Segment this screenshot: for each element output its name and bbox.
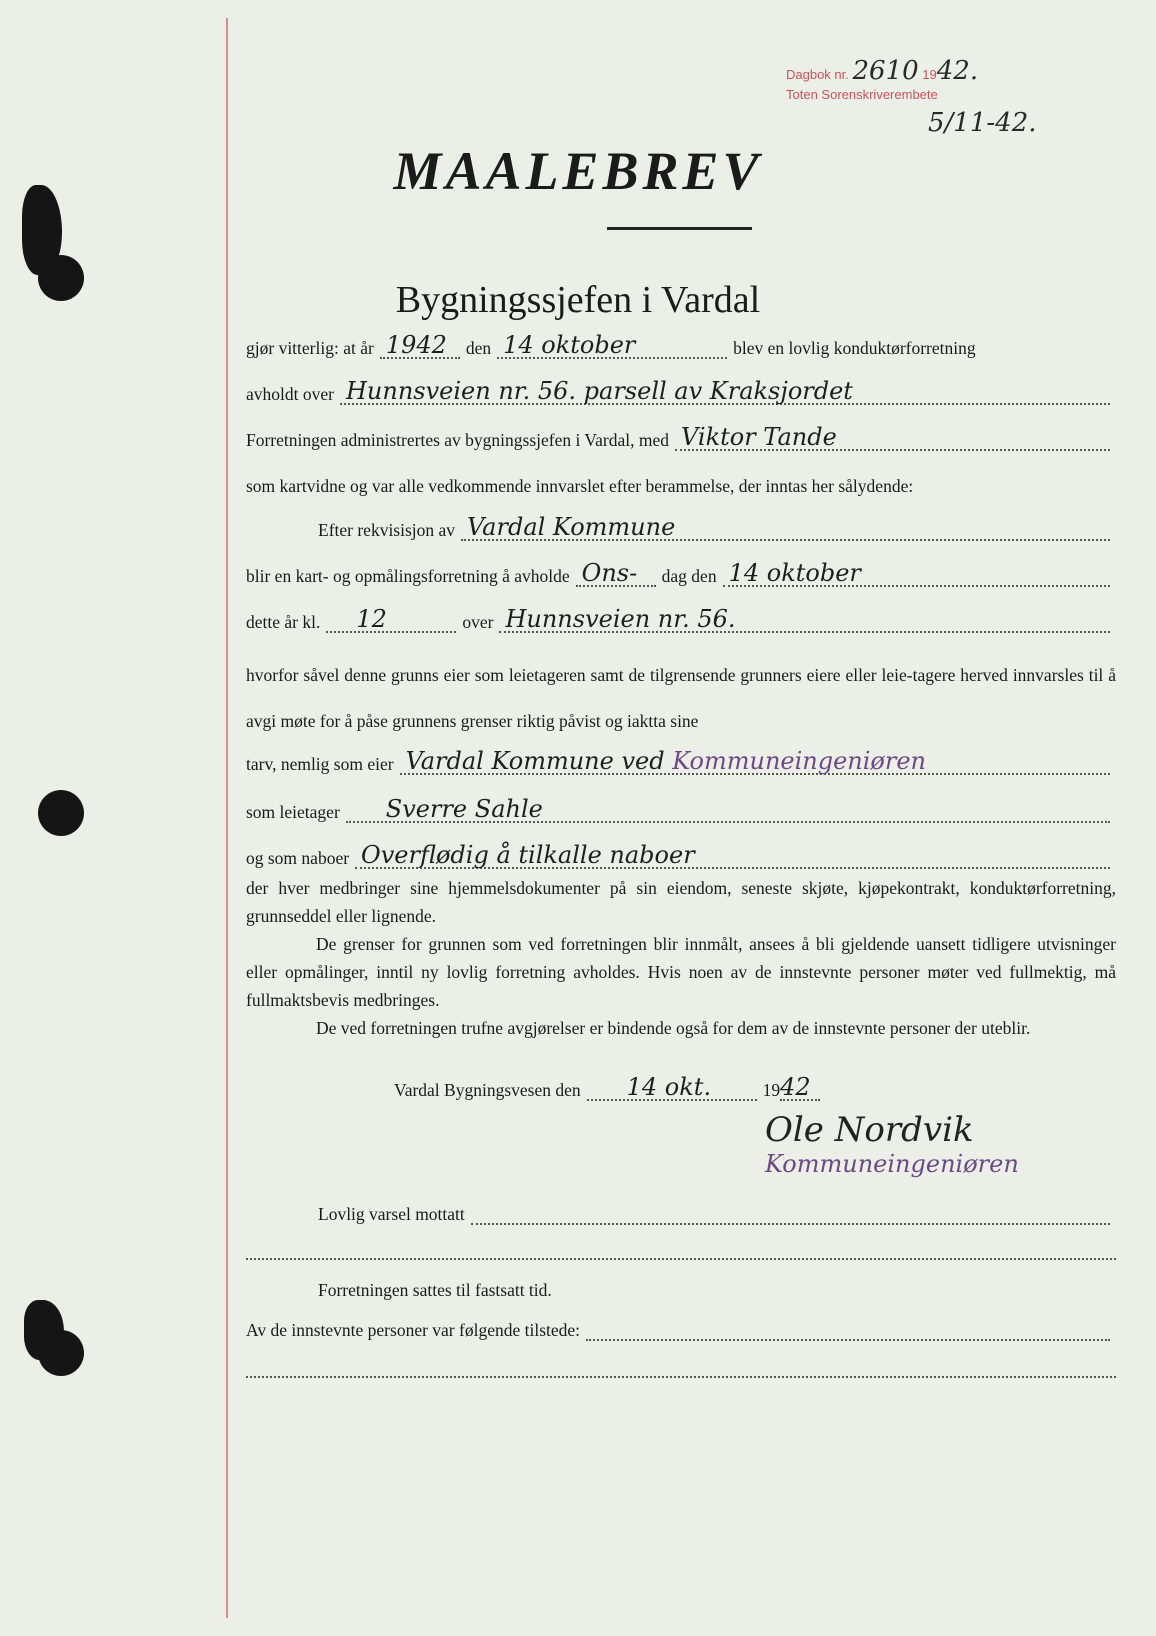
- owner-name: Vardal Kommune ved: [405, 747, 665, 775]
- label-text: Lovlig varsel mottatt: [318, 1204, 465, 1224]
- label-text: og som naboer: [246, 848, 350, 868]
- blank-line: [246, 1374, 1116, 1378]
- label-text: avholdt over: [246, 384, 334, 404]
- stamp-date: 5/11-42.: [928, 108, 1037, 138]
- line-owner: [246, 747, 1116, 775]
- document-heading: Bygningssjefen i Vardal: [395, 279, 761, 321]
- line-administered: [246, 423, 1116, 451]
- title-rule: [607, 227, 752, 230]
- margin-line: [226, 18, 228, 1618]
- label-text: gjør vitterlig: at år: [246, 338, 374, 358]
- signature-stamp: Kommuneingeniøren: [765, 1150, 1019, 1178]
- field-sign-date: 14 okt.: [626, 1073, 712, 1101]
- line-witness: [246, 331, 1116, 359]
- paragraph-boundaries: De grenser for grunnen som ved forretningen blir innmålt, ansees å bli gjeldende uansett tidligere utvisninger eller opmålinger, inntil ny lovlig forretning avholdes. Hvis noen av de innstevnte personer møter ved fullmektig, må fullmaktsbevis medbringes.: [246, 934, 1116, 1010]
- line-survey-day: [246, 559, 1116, 587]
- field-requisitioner: Vardal Kommune: [467, 513, 676, 541]
- owner-stamp: Kommuneingeniøren: [672, 747, 927, 775]
- field-place: Hunnsveien nr. 56. parsell av Kraksjordet: [345, 377, 853, 405]
- field-year: 1942: [385, 331, 447, 359]
- field-time: 12: [356, 605, 387, 633]
- line-set-time: [246, 1280, 1116, 1301]
- stamp-year: 42.: [936, 56, 979, 86]
- label-text: blir en kart- og opmålingsforretning å avholde: [246, 566, 570, 586]
- line-summons: [246, 476, 1116, 497]
- registry-stamp: [786, 58, 978, 105]
- field-day: Ons-: [581, 559, 638, 587]
- document-title: MAALEBREV: [393, 141, 763, 201]
- signature: Ole Nordvik: [765, 1110, 974, 1150]
- line-neighbours: [246, 841, 1116, 869]
- field-sign-year: 42: [780, 1073, 811, 1101]
- label-text: over: [462, 612, 494, 632]
- label-text: dette år kl.: [246, 612, 321, 632]
- line-held-over: [246, 377, 1116, 405]
- label-text: 19: [762, 1080, 781, 1100]
- label-text: Vardal Bygningsvesen den: [394, 1080, 581, 1100]
- line-time-place: [246, 605, 1116, 633]
- blank-line: [246, 1256, 1116, 1260]
- line-signature-date: [246, 1073, 1116, 1101]
- paragraph-notice: hvorfor såvel denne grunns eier som leietageren samt de tilgrensende grunners eiere eller leie-tagere herved innvarsles til å avgi møte for å påse grunnens grenser riktig påvist og iaktta sine: [246, 665, 1116, 731]
- stamp-office: Toten Sorenskriverembete: [786, 87, 938, 102]
- label-text: Forretningen administrertes av bygningssjefen i Vardal, med: [246, 430, 669, 450]
- label-text: Efter rekvisisjon av: [318, 520, 456, 540]
- binding-hole-bottom: [38, 1330, 84, 1376]
- label-text: Av de innstevnte personer var følgende tilstede:: [246, 1320, 581, 1340]
- field-date: 14 oktober: [503, 331, 636, 359]
- label-text: blev en lovlig konduktørforretning: [733, 338, 976, 358]
- label-text: den: [465, 338, 492, 358]
- line-tenant: [246, 795, 1116, 823]
- field-witness-name: Viktor Tande: [680, 423, 837, 451]
- paragraph-documents: der hver medbringer sine hjemmelsdokumenter på sin eiendom, seneste skjøte, kjøpekontrakt, konduktørforretning, grunnseddel eller lignende.: [246, 878, 1116, 926]
- line-notice-received: [246, 1204, 1116, 1225]
- stamp-year-print: 19: [922, 67, 937, 82]
- field-tenant: Sverre Sahle: [385, 795, 543, 823]
- label-text: tarv, nemlig som eier: [246, 754, 394, 774]
- line-present: [246, 1320, 1116, 1341]
- stamp-number: 2610: [852, 56, 919, 86]
- field-neighbours: Overflødig å tilkalle naboer: [361, 841, 695, 869]
- label-text: som leietager: [246, 802, 340, 822]
- field-survey-date: 14 oktober: [728, 559, 861, 587]
- stamp-label: Dagbok nr.: [786, 67, 849, 82]
- label-text: Forretningen sattes til fastsatt tid.: [318, 1280, 552, 1300]
- field-owner: [406, 749, 926, 773]
- label-text: som kartvidne og var alle vedkommende innvarslet efter berammelse, der inntas her sålydende:: [246, 476, 914, 496]
- binding-hole-middle: [38, 790, 84, 836]
- line-requisition: [246, 513, 1116, 541]
- paragraph-decisions: De ved forretningen trufne avgjørelser er bindende også for dem av de innstevnte personer der uteblir.: [316, 1018, 1031, 1038]
- label-text: dag den: [661, 566, 717, 586]
- field-survey-place: Hunnsveien nr. 56.: [505, 605, 736, 633]
